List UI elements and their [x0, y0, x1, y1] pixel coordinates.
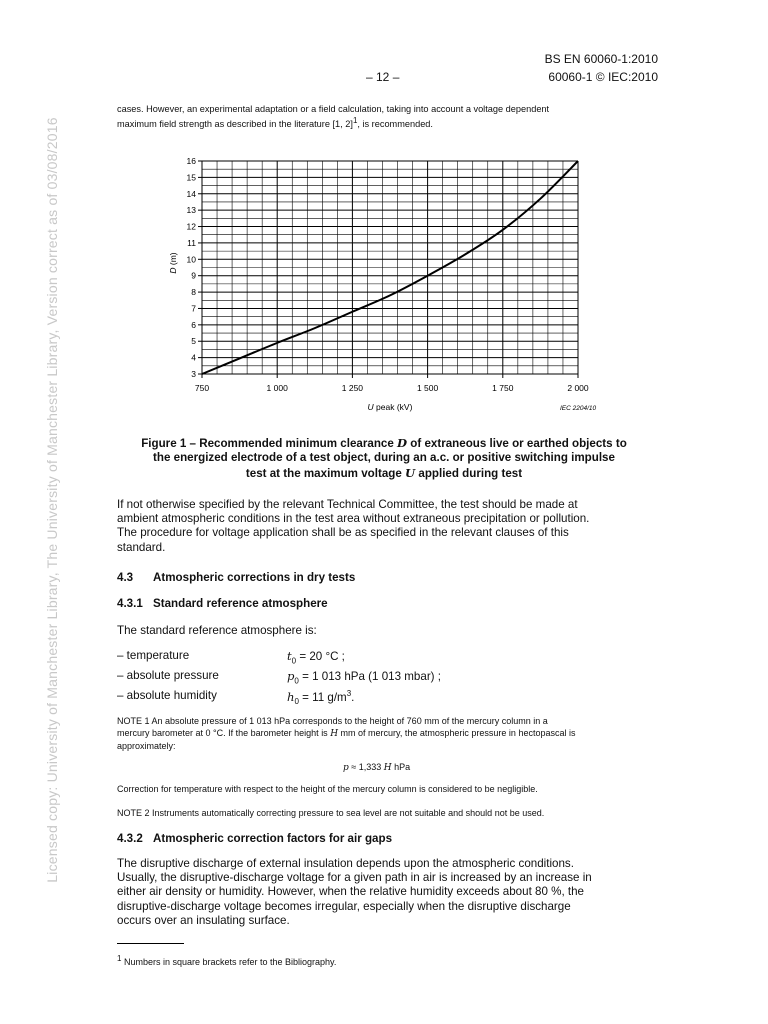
footnote-mark: 1 — [117, 954, 122, 963]
caption-l3-b: applied during test — [415, 466, 523, 480]
intro-line-1: cases. However, an experimental adaptation or a field calculation, taking into account a voltage dependent — [117, 104, 550, 114]
footnote — [117, 953, 336, 968]
x-tick-label: 2 000 — [567, 383, 589, 393]
pressure-formula — [343, 761, 410, 774]
x-tick-label: 750 — [194, 383, 210, 393]
note-1 — [117, 715, 662, 752]
formula-var-h: H — [383, 763, 392, 773]
caption-var-d: D — [397, 436, 408, 450]
caption-line-1 — [110, 436, 658, 451]
x-tick-label: 1 000 — [266, 383, 288, 393]
caption-l1-a: Figure 1 – Recommended minimum clearance — [141, 437, 398, 450]
disruptive-discharge-paragraph — [117, 857, 657, 928]
chart-y-axis-label — [168, 252, 178, 273]
chart-iec-annotation: IEC 2204/10 — [560, 405, 597, 412]
x-tick-label: 1 500 — [416, 383, 439, 393]
section-number: 4.3 — [117, 571, 134, 584]
y-tick-label: 6 — [191, 319, 196, 330]
temperature-correction-note: Correction for temperature with respect to the height of the mercury column is considered to be negligible. — [117, 784, 538, 794]
temperature-label: – temperature — [117, 649, 190, 662]
y-axis-rest: (m) — [168, 252, 178, 268]
caption-var-u: U — [405, 465, 416, 480]
press-val: = 1 013 hPa (1 013 mbar) ; — [298, 670, 441, 683]
y-tick-label: 11 — [187, 237, 196, 248]
humidity-label: – absolute humidity — [117, 689, 217, 702]
para1-line-1: If not otherwise specified by the relevant Technical Committee, the test should be made at — [117, 498, 578, 511]
chart-y-tick-labels — [187, 156, 197, 379]
x-axis-rest: peak (kV) — [373, 402, 413, 412]
para2-line-3: either air density or humidity. However, when the relative humidity exceeds about 80 %, the — [117, 885, 584, 899]
note1-l2-b: mm of mercury, the atmospheric pressure in hectopascal is — [338, 728, 576, 738]
y-tick-label: 13 — [186, 205, 196, 216]
pressure-label: – absolute pressure — [117, 669, 219, 682]
atm-humidity-row — [117, 689, 657, 707]
press-symbol: p — [287, 669, 295, 683]
chart-minor-grid — [202, 161, 578, 374]
y-tick-label: 14 — [186, 188, 196, 199]
section-4-3-2-heading — [117, 832, 392, 845]
hum-subscript: 0 — [294, 697, 299, 707]
para2-line-1: The disruptive discharge of external insulation depends upon the atmospheric conditions. — [117, 857, 574, 870]
temp-subscript: 0 — [291, 656, 297, 666]
atm-temperature-row — [117, 649, 657, 664]
hum-end: . — [351, 690, 355, 704]
caption-l1-b: of extraneous live or earthed objects to — [407, 437, 627, 450]
temperature-value — [287, 649, 345, 665]
section-4-3-1-heading — [117, 597, 328, 610]
section-title: Atmospheric corrections in dry tests — [153, 571, 356, 584]
figure-caption — [110, 436, 658, 481]
para2-line-5: occurs over an insulating surface. — [117, 913, 290, 927]
temp-val: = 20 °C ; — [296, 650, 345, 663]
para2-line-2: Usually, the disruptive-discharge voltage for a given path in air is increased by an increase in — [117, 871, 592, 885]
footnote-reference[interactable]: 1 — [352, 116, 358, 125]
standard-atmosphere-intro: The standard reference atmosphere is: — [117, 624, 317, 637]
x-tick-label: 1 750 — [492, 383, 514, 393]
header-page-number: – 12 – — [366, 70, 400, 84]
y-axis-var: D — [168, 267, 178, 274]
header-standard: BS EN 60060-1:2010 — [544, 52, 658, 66]
intro-line-2-a: maximum field strength as described in the literature [1, 2] — [117, 119, 353, 130]
y-tick-label: 4 — [191, 352, 196, 363]
note-2: NOTE 2 Instruments automatically correcting pressure to sea level are not suitable and should not be used. — [117, 808, 545, 818]
y-tick-label: 15 — [186, 172, 196, 183]
para2-line-4: disruptive-discharge voltage becomes irregular, especially when the disruptive discharge — [117, 899, 571, 913]
y-tick-label: 10 — [186, 254, 196, 265]
test-conditions-paragraph — [117, 498, 657, 555]
intro-line-2 — [117, 115, 549, 130]
x-axis-var: U — [367, 402, 374, 412]
note1-var-h: H — [330, 729, 339, 739]
y-tick-label: 7 — [191, 303, 196, 314]
intro-paragraph — [117, 103, 549, 130]
formula-rest: ≈ 1,333 — [348, 762, 384, 772]
y-tick-label: 3 — [191, 369, 196, 379]
y-tick-label: 5 — [191, 336, 196, 347]
intro-line-2-b: , is recommended. — [357, 119, 433, 130]
hum-val: = 11 g/m — [298, 690, 347, 704]
humidity-value — [287, 689, 354, 706]
para1-line-2: ambient atmospheric conditions in the test area without extraneous precipitation or pollution. — [117, 512, 590, 526]
chart-x-axis-label — [368, 402, 413, 412]
section-title: Standard reference atmosphere — [153, 597, 328, 610]
formula-unit: hPa — [391, 762, 411, 772]
header-iec: 60060-1 © IEC:2010 — [548, 70, 658, 84]
section-4-3-heading — [117, 571, 355, 584]
press-subscript: 0 — [294, 676, 299, 686]
footnote-divider — [117, 943, 184, 944]
para1-line-4: standard. — [117, 540, 166, 554]
hum-superscript: 3 — [346, 689, 352, 698]
hum-symbol: h — [287, 689, 295, 704]
clearance-chart — [150, 150, 620, 420]
caption-l3-a: test at the maximum voltage — [245, 466, 406, 480]
y-tick-label: 12 — [186, 221, 196, 232]
para1-line-3: The procedure for voltage application shall be as specified in the relevant clauses of this — [117, 526, 569, 540]
y-tick-label: 9 — [191, 270, 196, 281]
chart-major-grid — [198, 161, 578, 378]
temp-symbol: t — [287, 649, 292, 663]
pressure-value — [287, 669, 441, 685]
caption-line-2: the energized electrode of a test object, during an a.c. or positive switching impulse — [153, 451, 615, 465]
note1-line-2 — [117, 727, 662, 740]
atm-pressure-row — [117, 669, 657, 684]
x-tick-label: 1 250 — [341, 383, 364, 393]
formula-var-p: p — [343, 763, 349, 773]
section-number: 4.3.2 — [117, 832, 143, 845]
chart-x-tick-labels — [195, 383, 589, 393]
note1-line-3: approximately: — [117, 741, 176, 751]
license-watermark: Licensed copy: University of Manchester Library, The University of Manchester Library, Version correct as of 03/08/2016 — [44, 117, 60, 883]
y-tick-label: 8 — [191, 287, 196, 298]
y-tick-label: 16 — [186, 156, 196, 166]
caption-line-3 — [110, 466, 658, 481]
note1-l2-a: mercury barometer at 0 °C. If the barometer height is — [117, 728, 331, 738]
footnote-text: Numbers in square brackets refer to the Bibliography. — [121, 957, 337, 967]
note1-line-1: NOTE 1 An absolute pressure of 1 013 hPa corresponds to the height of 760 mm of the mercury column in a — [117, 716, 548, 726]
section-number: 4.3.1 — [117, 597, 143, 610]
section-title: Atmospheric correction factors for air gaps — [153, 832, 393, 845]
